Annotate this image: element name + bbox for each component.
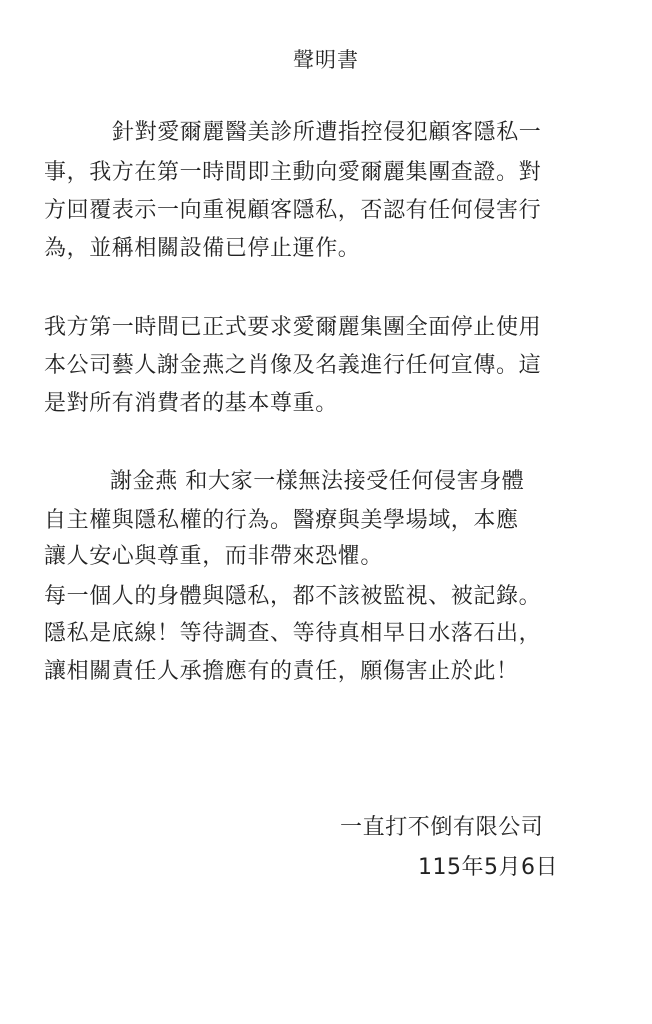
paragraph-2-line-2: 本公司藝人謝金燕之肖像及名義進行任何宣傳。這	[44, 353, 542, 378]
paragraph-3-line-2: 自主權與隱私權的行為。醫療與美學場域，本應	[44, 508, 519, 533]
paragraph-3-line-5: 隱私是底線！等待調查、等待真相早日水落石出，	[44, 621, 542, 646]
paragraph-2-line-3: 是對所有消費者的基本尊重。	[44, 391, 338, 416]
paragraph-2-line-1: 我方第一時間已正式要求愛爾麗集團全面停止使用	[44, 315, 542, 340]
document-title: 聲明書	[293, 48, 359, 72]
statement-date: 115年5月6日	[418, 855, 558, 880]
paragraph-3-line-6: 讓相關責任人承擔應有的責任，願傷害止於此！	[44, 659, 519, 684]
paragraph-3-line-1: 謝金燕 和大家一樣無法接受任何侵害身體	[110, 469, 525, 494]
paragraph-3-line-4: 每一個人的身體與隱私，都不該被監視、被記錄。	[44, 584, 542, 609]
paragraph-3-line-3: 讓人安心與尊重，而非帶來恐懼。	[44, 544, 384, 569]
company-name: 一直打不倒有限公司	[340, 815, 544, 840]
paragraph-1-line-2: 事，我方在第一時間即主動向愛爾麗集團查證。對	[44, 160, 542, 185]
paragraph-1-line-1: 針對愛爾麗醫美診所遭指控侵犯顧客隱私一	[112, 120, 542, 145]
paragraph-1-line-3: 方回覆表示一向重視顧客隱私，否認有任何侵害行	[44, 198, 542, 223]
paragraph-1-line-4: 為，並稱相關設備已停止運作。	[44, 236, 361, 261]
